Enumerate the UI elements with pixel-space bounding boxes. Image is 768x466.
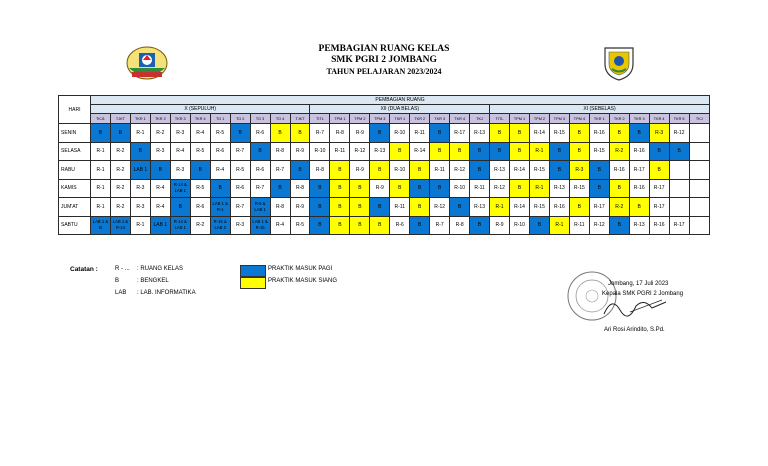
school-name: SMK PGRI 2 JOMBANG bbox=[331, 55, 437, 65]
column-header: TKR 5 bbox=[669, 114, 689, 124]
schedule-row bbox=[59, 161, 710, 180]
room-cell: R-13 bbox=[629, 216, 649, 235]
hari-header: HARI bbox=[59, 96, 91, 124]
room-cell: R-13 bbox=[470, 124, 490, 143]
column-header: TO 3 bbox=[250, 114, 270, 124]
room-cell: R-7 bbox=[230, 198, 250, 217]
room-cell: B bbox=[350, 198, 370, 217]
room-cell bbox=[689, 124, 709, 143]
signature-role: Kepala SMK PGRI 2 Jombang bbox=[602, 291, 684, 297]
column-header: TKR 2 bbox=[150, 114, 170, 124]
room-cell: B bbox=[430, 142, 450, 161]
room-cell: R-7 bbox=[250, 179, 270, 198]
room-cell: B bbox=[250, 142, 270, 161]
room-cell: R-17 bbox=[629, 161, 649, 180]
room-cell: B bbox=[569, 198, 589, 217]
room-cell: B bbox=[91, 124, 111, 143]
room-cell: R-7 bbox=[230, 142, 250, 161]
column-header: TJKT bbox=[110, 114, 130, 124]
room-cell: R-16 bbox=[609, 161, 629, 180]
room-cell: B bbox=[450, 142, 470, 161]
signature-place-date: Jombang, 17 Juli 2023 bbox=[608, 281, 669, 287]
room-cell: R-11 bbox=[410, 124, 430, 143]
room-cell: R-2 bbox=[110, 198, 130, 217]
room-cell: R-14 & LAB 1 bbox=[170, 216, 190, 235]
room-cell: R-15 bbox=[589, 142, 609, 161]
room-cell: R-1 bbox=[91, 161, 111, 180]
room-cell: B bbox=[390, 179, 410, 198]
room-cell: B bbox=[549, 142, 569, 161]
room-cell: R-13 bbox=[549, 179, 569, 198]
room-cell: B bbox=[410, 179, 430, 198]
room-cell: B bbox=[190, 161, 210, 180]
legend-swatch-afternoon bbox=[240, 277, 266, 289]
room-cell: B bbox=[609, 216, 629, 235]
day-label: SABTU bbox=[59, 216, 91, 235]
room-cell: R-7 bbox=[270, 161, 290, 180]
room-cell: R-11 bbox=[390, 198, 410, 217]
room-cell: B bbox=[470, 161, 490, 180]
room-cell: R-15 bbox=[529, 161, 549, 180]
room-cell: R-1 bbox=[549, 216, 569, 235]
column-header: TKR 4 bbox=[649, 114, 669, 124]
room-cell: R-7 bbox=[430, 216, 450, 235]
room-cell: R-11 bbox=[330, 142, 350, 161]
room-cell: R-17 bbox=[450, 124, 470, 143]
room-cell: R-10 bbox=[450, 179, 470, 198]
doc-title: PEMBAGIAN RUANG KELAS bbox=[318, 44, 450, 54]
table-title: PEMBAGIAN RUANG bbox=[91, 96, 710, 105]
room-cell bbox=[669, 161, 689, 180]
room-cell: B bbox=[290, 124, 310, 143]
room-cell: R-9 bbox=[490, 216, 510, 235]
room-cell: R-7 bbox=[310, 124, 330, 143]
room-cell: R-15 & LAB 2 bbox=[210, 216, 230, 235]
room-cell: R-1 bbox=[529, 142, 549, 161]
legend-desc: : LAB. INFORMATIKA bbox=[137, 290, 196, 296]
room-cell: R-1 bbox=[130, 124, 150, 143]
room-cell: LAB 1 & R-15 bbox=[250, 216, 270, 235]
room-cell: R-12 bbox=[450, 161, 470, 180]
room-cell: B bbox=[529, 216, 549, 235]
column-header: TKJ bbox=[689, 114, 709, 124]
room-cell: B bbox=[370, 198, 390, 217]
column-header: TKR 4 bbox=[450, 114, 470, 124]
room-cell: B bbox=[589, 161, 609, 180]
room-cell: R-2 bbox=[609, 142, 629, 161]
room-cell: R-2 bbox=[110, 161, 130, 180]
room-cell: R-6 bbox=[390, 216, 410, 235]
room-cell: R-12 bbox=[589, 216, 609, 235]
room-cell: B bbox=[589, 179, 609, 198]
room-cell: B bbox=[510, 142, 530, 161]
room-cell: R-13 bbox=[490, 161, 510, 180]
legend-swatch-label: PRAKTIK MASUK SIANG bbox=[268, 278, 338, 284]
room-cell: B bbox=[310, 198, 330, 217]
room-cell: B bbox=[569, 142, 589, 161]
room-cell: R-9 bbox=[350, 161, 370, 180]
room-cell: R-9 bbox=[370, 179, 390, 198]
room-cell: R-11 bbox=[430, 161, 450, 180]
room-cell: R-4 bbox=[190, 124, 210, 143]
room-cell: R-15 bbox=[569, 179, 589, 198]
column-header: TPM 4 bbox=[569, 114, 589, 124]
room-cell: B bbox=[510, 179, 530, 198]
room-cell: B bbox=[430, 124, 450, 143]
room-cell: R-8 bbox=[450, 216, 470, 235]
room-cell: R-5 bbox=[190, 179, 210, 198]
column-header: TKR 4 bbox=[190, 114, 210, 124]
room-cell: R-14 bbox=[510, 161, 530, 180]
column-header: TKR 1 bbox=[390, 114, 410, 124]
room-cell: R-6 bbox=[190, 198, 210, 217]
legend-code: R - ... bbox=[115, 266, 130, 272]
column-header: TKR 1 bbox=[130, 114, 150, 124]
room-cell: R-3 bbox=[130, 179, 150, 198]
room-cell: B bbox=[330, 161, 350, 180]
handwritten-signature bbox=[600, 294, 680, 320]
legend-swatch-morning bbox=[240, 265, 266, 277]
room-cell: R-15 bbox=[529, 198, 549, 217]
room-cell: R-2 bbox=[110, 179, 130, 198]
room-cell: B bbox=[390, 142, 410, 161]
room-cell: B bbox=[629, 198, 649, 217]
room-cell: R-2 bbox=[110, 142, 130, 161]
column-header: TKR 2 bbox=[410, 114, 430, 124]
room-cell: B bbox=[350, 179, 370, 198]
room-cell: R-5 bbox=[190, 142, 210, 161]
room-cell: R-11 bbox=[569, 216, 589, 235]
room-cell: R-17 bbox=[589, 198, 609, 217]
room-cell: B bbox=[210, 179, 230, 198]
room-cell: R-3 bbox=[130, 198, 150, 217]
room-cell: R-6 bbox=[250, 124, 270, 143]
column-header: TKJ1 bbox=[91, 114, 111, 124]
room-cell: R-4 bbox=[210, 161, 230, 180]
room-cell: R-10 bbox=[390, 161, 410, 180]
room-cell: R-17 bbox=[669, 216, 689, 235]
room-cell: R-10 bbox=[390, 124, 410, 143]
room-cell bbox=[669, 179, 689, 198]
room-cell: LAB 1 bbox=[150, 216, 170, 235]
room-cell: R-15 bbox=[549, 124, 569, 143]
signature-name: Ari Rosi Arindito, S.Pd. bbox=[604, 327, 665, 333]
schedule-row bbox=[59, 179, 710, 198]
schedule-row bbox=[59, 198, 710, 217]
room-cell: R-16 bbox=[649, 216, 669, 235]
room-cell: R-14 bbox=[410, 142, 430, 161]
room-cell: B bbox=[290, 161, 310, 180]
room-cell: B bbox=[310, 179, 330, 198]
room-cell: R-2 bbox=[190, 216, 210, 235]
room-cell: R-3 bbox=[230, 216, 250, 235]
room-schedule-table bbox=[58, 95, 710, 235]
schedule-row bbox=[59, 142, 710, 161]
room-cell: R-2 bbox=[150, 124, 170, 143]
room-cell: R-8 bbox=[310, 161, 330, 180]
room-cell: R-9 bbox=[290, 198, 310, 217]
room-cell: LAB 1 & R-1 bbox=[210, 198, 230, 217]
column-header: TKR 3 bbox=[629, 114, 649, 124]
room-cell: R-9 bbox=[290, 142, 310, 161]
room-cell: R-14 bbox=[510, 198, 530, 217]
column-header: TITL bbox=[310, 114, 330, 124]
legend-title: Catatan : bbox=[70, 266, 98, 273]
room-cell: B bbox=[350, 216, 370, 235]
room-cell: R-8 bbox=[330, 124, 350, 143]
column-header: TJKT bbox=[290, 114, 310, 124]
room-cell: R-5 & LAB 1 bbox=[250, 198, 270, 217]
day-label: KAMIS bbox=[59, 179, 91, 198]
room-cell: R-8 bbox=[270, 142, 290, 161]
room-cell: R-16 bbox=[589, 124, 609, 143]
room-cell: R-13 bbox=[470, 198, 490, 217]
room-cell: R-5 bbox=[230, 161, 250, 180]
room-cell: R-17 bbox=[649, 179, 669, 198]
schedule-row bbox=[59, 216, 710, 235]
room-cell: R-3 bbox=[569, 161, 589, 180]
room-cell: R-2 bbox=[609, 198, 629, 217]
room-cell: R-16 bbox=[629, 179, 649, 198]
column-header: TO 4 bbox=[270, 114, 290, 124]
room-cell: B bbox=[370, 216, 390, 235]
room-cell: B bbox=[609, 124, 629, 143]
room-cell: R-14 bbox=[529, 124, 549, 143]
room-cell: B bbox=[470, 142, 490, 161]
room-cell: R-16 bbox=[629, 142, 649, 161]
room-cell: B bbox=[110, 124, 130, 143]
room-cell: B bbox=[490, 142, 510, 161]
room-cell: B bbox=[150, 161, 170, 180]
room-cell: R-8 bbox=[290, 179, 310, 198]
room-cell: B bbox=[410, 161, 430, 180]
room-cell: R-4 bbox=[270, 216, 290, 235]
room-cell: B bbox=[549, 161, 569, 180]
room-cell: R-12 bbox=[350, 142, 370, 161]
column-header: TPM 1 bbox=[510, 114, 530, 124]
room-cell: B bbox=[609, 179, 629, 198]
room-cell: R-3 bbox=[170, 124, 190, 143]
room-cell: B bbox=[410, 198, 430, 217]
column-header: TPM 2 bbox=[350, 114, 370, 124]
column-header: TKR 2 bbox=[609, 114, 629, 124]
room-cell: R-1 bbox=[490, 198, 510, 217]
room-cell: B bbox=[370, 124, 390, 143]
document-header bbox=[0, 44, 768, 77]
room-cell: R-6 bbox=[250, 161, 270, 180]
room-cell: B bbox=[649, 142, 669, 161]
room-cell: R-1 bbox=[91, 142, 111, 161]
room-cell bbox=[689, 161, 709, 180]
room-cell: R-12 bbox=[490, 179, 510, 198]
room-cell: B bbox=[510, 124, 530, 143]
room-cell: R-10 bbox=[510, 216, 530, 235]
room-cell: B bbox=[430, 179, 450, 198]
room-cell: R-4 bbox=[150, 179, 170, 198]
room-cell: LAB 1 & R-14 bbox=[110, 216, 130, 235]
room-cell: B bbox=[310, 216, 330, 235]
room-cell: R-3 bbox=[150, 142, 170, 161]
room-cell: R-4 bbox=[170, 142, 190, 161]
room-cell: R-10 bbox=[310, 142, 330, 161]
room-cell: R-4 bbox=[150, 198, 170, 217]
legend-desc: : BENGKEL bbox=[137, 278, 169, 284]
room-cell: LAB 1 bbox=[130, 161, 150, 180]
column-header: TPM 2 bbox=[529, 114, 549, 124]
room-cell: B bbox=[270, 124, 290, 143]
room-cell: B bbox=[490, 124, 510, 143]
group-header-xii: XII (DUA BELAS) bbox=[310, 105, 490, 114]
room-cell: B bbox=[170, 198, 190, 217]
room-cell: B bbox=[569, 124, 589, 143]
room-cell: R-12 bbox=[430, 198, 450, 217]
room-cell: R-1 bbox=[91, 198, 111, 217]
room-cell: B bbox=[649, 161, 669, 180]
room-cell: B bbox=[410, 216, 430, 235]
group-header-x: X (SEPULUH) bbox=[91, 105, 310, 114]
room-cell bbox=[689, 179, 709, 198]
day-label: SENIN bbox=[59, 124, 91, 143]
room-cell: B bbox=[330, 198, 350, 217]
room-cell: B bbox=[669, 142, 689, 161]
room-cell: R-1 bbox=[529, 179, 549, 198]
academic-year: TAHUN PELAJARAN 2023/2024 bbox=[326, 67, 442, 76]
room-cell: B bbox=[230, 124, 250, 143]
legend-code: LAB bbox=[115, 290, 127, 296]
room-cell: R-5 bbox=[210, 124, 230, 143]
legend-desc: : RUANG KELAS bbox=[137, 266, 184, 272]
room-cell: R-12 bbox=[669, 124, 689, 143]
group-header-xi: XI (SEBELAS) bbox=[490, 105, 710, 114]
room-cell: R-1 bbox=[91, 179, 111, 198]
legend-code: B bbox=[115, 278, 120, 284]
schedule-row bbox=[59, 124, 710, 143]
day-label: RABU bbox=[59, 161, 91, 180]
room-cell: R-17 bbox=[649, 198, 669, 217]
column-header: TO 1 bbox=[210, 114, 230, 124]
room-cell: B bbox=[370, 161, 390, 180]
column-header: TKR 3 bbox=[170, 114, 190, 124]
day-label: SELASA bbox=[59, 142, 91, 161]
room-cell bbox=[689, 198, 709, 217]
day-label: JUM'AT bbox=[59, 198, 91, 217]
room-cell: B bbox=[130, 142, 150, 161]
legend-swatch-label: PRAKTIK MASUK PAGI bbox=[268, 266, 333, 272]
column-header: TPM 3 bbox=[549, 114, 569, 124]
room-cell: R-9 bbox=[350, 124, 370, 143]
column-header: TKR 1 bbox=[589, 114, 609, 124]
room-cell: R-13 bbox=[370, 142, 390, 161]
room-cell: B bbox=[270, 179, 290, 198]
room-cell: B bbox=[450, 198, 470, 217]
room-cell: R-6 bbox=[230, 179, 250, 198]
room-cell: B bbox=[330, 179, 350, 198]
room-cell bbox=[669, 198, 689, 217]
room-cell: R-14 & LAB 1 bbox=[170, 179, 190, 198]
room-cell: R-3 bbox=[649, 124, 669, 143]
column-header: TPM 3 bbox=[370, 114, 390, 124]
column-header: TPM 1 bbox=[330, 114, 350, 124]
room-cell: LAB 1 & B bbox=[91, 216, 111, 235]
room-cell: R-3 bbox=[170, 161, 190, 180]
room-cell: R-8 bbox=[270, 198, 290, 217]
room-cell bbox=[689, 216, 709, 235]
column-header: TITL bbox=[490, 114, 510, 124]
room-cell: B bbox=[330, 216, 350, 235]
room-cell: R-5 bbox=[290, 216, 310, 235]
room-cell: B bbox=[629, 124, 649, 143]
room-cell: R-16 bbox=[549, 198, 569, 217]
room-cell: R-11 bbox=[470, 179, 490, 198]
column-header: TO 2 bbox=[230, 114, 250, 124]
room-cell: R-6 bbox=[210, 142, 230, 161]
column-header: TKJ bbox=[470, 114, 490, 124]
room-cell bbox=[689, 142, 709, 161]
column-header: TKR 3 bbox=[430, 114, 450, 124]
room-cell: R-1 bbox=[130, 216, 150, 235]
room-cell: B bbox=[470, 216, 490, 235]
